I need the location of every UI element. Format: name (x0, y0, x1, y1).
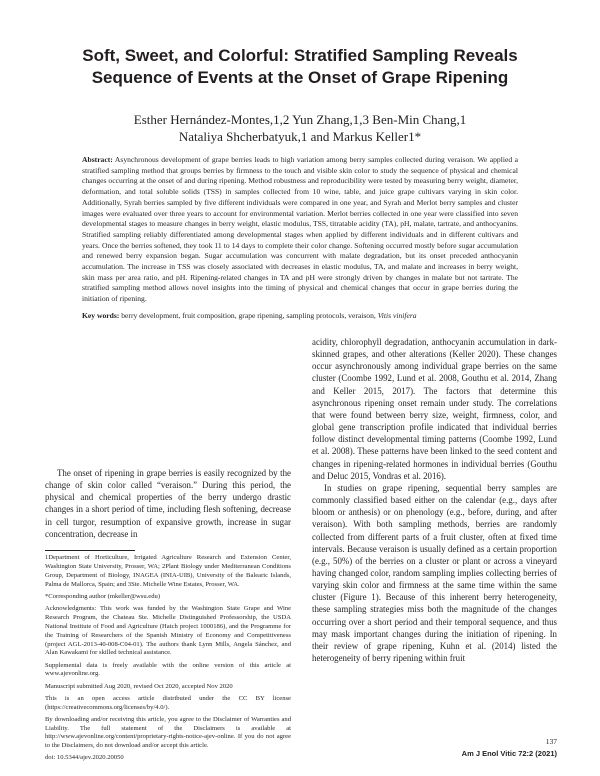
title-line-1: Soft, Sweet, and Colorful: Stratified Sampling Reveals (82, 46, 518, 65)
journal-citation: Am J Enol Vitic 72:2 (2021) (461, 749, 557, 758)
author-list (60, 111, 540, 145)
footnote-acknowledgments: Acknowledgments: This work was funded by the Washington State Grape and Wine Research Program, the Chateau Ste. Michelle Distinguished Professorship, the USDA National Institute of Food and Agriculture (Hatch project 1000186), and the Programme for the Training of Researchers of the Spanish Ministry of Economy and Competitiveness (project AGL-2013-40-008-C04-01). The authors thank Lynn Mills, Angela Sánchez, and Alan Kawakami for skilled technical assistance. (45, 604, 291, 657)
authors-line-2: Nataliya Shcherbatyuk,1 and Markus Keller1* (178, 129, 422, 144)
footnotes (45, 554, 291, 767)
title-line-2: Sequence of Events at the Onset of Grape Ripening (91, 68, 509, 87)
abstract-text: Asynchronous development of grape berries leads to high variation among berry samples collected during veraison. We applied a stratified sampling method that groups berries by firmness to the touch and visible skin color to study the sequence of physical and chemical changes occurring at the onset of and during ripening. Method robustness and reproducibility were tested by measuring berry weight, diameter, deformation, and total soluble solids (TSS) in samples collected from 10 wine, table, and juice grape cultivars varying in skin color. Additionally, Syrah berries sampled by five different individuals were compared in one year, and Syrah and Merlot berry samples and cluster images were evaluated over three years to account for environmental variation. Merlot berries collected in one year were classified into seven developmental stages to measure changes in berry weight, elastic modulus, TSS, titratable acidity (TA), pH, malate, tartrate, and anthocyanins. Stratified sampling reliably differentiated among developmental stages when applied by different individuals and in different cultivars and years. Once the berries softened, they took 11 to 14 days to complete their color change. Softening occurred mostly before sugar accumulation and renewed berry expansion began. Sugar accumulation was concurrent with malate degradation, but its onset preceded anthocyanin accumulation. The increase in TSS was closely associated with decreases in elastic modulus, TA, and malate and increases in berry weight, skin mass per area ratio, and pH. Ripening-related changes in TA and pH were strongly driven by changes in malate but not tartrate. The stratified sampling method allows novel insights into the timing of physical and chemical changes that occur in grape berries during the initiation of ripening. (82, 155, 518, 304)
footnote-manuscript: Manuscript submitted Aug 2020, revised Oct 2020, accepted Nov 2020 (45, 682, 233, 690)
footnote-corresponding: *Corresponding author (mkeller@wsu.edu) (45, 592, 161, 600)
body-paragraph-continued: acidity, chlorophyll degradation, anthocyanin accumulation in dark-skinned grapes, and other alterations (Keller 2020). These changes occur asynchronously among individual grape berries on the same cluster (Coombe 1992, Lund et al. 2008, Gouthu et al. 2014, Zhang and Keller 2015, 2017). The factors that determine this asynchronous ripening onset remain under study. The correlations that were found between berry size, weight, firmness, color, and global gene transcription profile indicated that individual berries follow distinct developmental timing patterns (Coombe 1992, Lund et al. 2008). These patterns have been linked to the seed content and changes in ripening-related hormones in individual berries (Gouthu and Deluc 2015, Vondras et al. 2016). (312, 337, 557, 481)
body-paragraph-intro: The onset of ripening in grape berries is easily recognized by the change of skin color called “veraison.” During this period, the physical and chemical properties of the berry undergo drastic changes in a short period of time, including flesh softening, decrease in cell turgor, resumption of expansive growth, increase in sugar concentration, decrease in (45, 468, 291, 539)
page-number: 137 (545, 737, 557, 746)
abstract (82, 155, 518, 305)
left-column (45, 467, 291, 540)
keywords-text: berry development, fruit composition, grape ripening, sampling protocols, veraison, (121, 311, 376, 320)
authors-line-1: Esther Hernández-Montes,1,2 Yun Zhang,1,3 Ben-Min Chang,1 (133, 112, 467, 127)
footnote-supplemental: Supplemental data is freely available with the online version of this article at www.ajevonline.org. (45, 661, 291, 678)
footnote-license: This is an open access article distributed under the CC BY license (https://creativecommons.org/licenses/by/4.0/). (45, 694, 291, 711)
keywords (82, 311, 518, 322)
footnote-affiliations: 1Department of Horticulture, Irrigated Agriculture Research and Extension Center, Washington State University, Prosser, WA; 2Plant Biology under Mediterranean Conditions Group, Department of Biology, INAGEA (INIA-UIB), University of the Balearic Islands, Palma de Mallorca, Spain; and 3Ste. Michelle Wine Estates, Prosser, WA. (45, 554, 291, 588)
footnote-disclaimer: By downloading and/or receiving this article, you agree to the Disclaimer of Warranties and Liability. The full statement of the Disclaimers is available at http://www.ajevonline.org/content/proprietary-rights-notice-ajev-online. If you do not agree to the Disclaimers, do not download and/or accept this article. (45, 715, 291, 750)
keywords-label: Key words: (82, 311, 120, 320)
footnote-divider (45, 550, 135, 551)
right-column (312, 336, 557, 664)
keywords-species: Vitis vinifera (377, 311, 417, 320)
article-title (40, 45, 560, 89)
body-paragraph-sampling: In studies on grape ripening, sequential berry samples are commonly classified based either on the calendar (e.g., days after bloom or anthesis) or on phenology (e.g., before, during, and after veraison). With both sampling methods, berries are randomly collected from different parts of a fruit cluster, often at fixed time intervals. Because veraison is usually defined as a certain proportion (e.g., 50%) of the berries on a cluster or plant or across a vineyard having changed color, random sampling implies collecting berries of varying skin color and firmness at the same time within the same cluster (Figure 1). Because of this inherent berry heterogeneity, these sampling strategies miss both the magnitude of the changes occurring over a short period and their temporal sequence, and thus may mask important changes during the initiation of ripening. In their review of grape ripening, Kuhn et al. (2014) listed the heterogeneity of berry ripening within fruit (312, 482, 557, 664)
abstract-label: Abstract: (82, 155, 113, 164)
footnote-doi: doi: 10.5344/ajev.2020.20050 (45, 754, 124, 762)
